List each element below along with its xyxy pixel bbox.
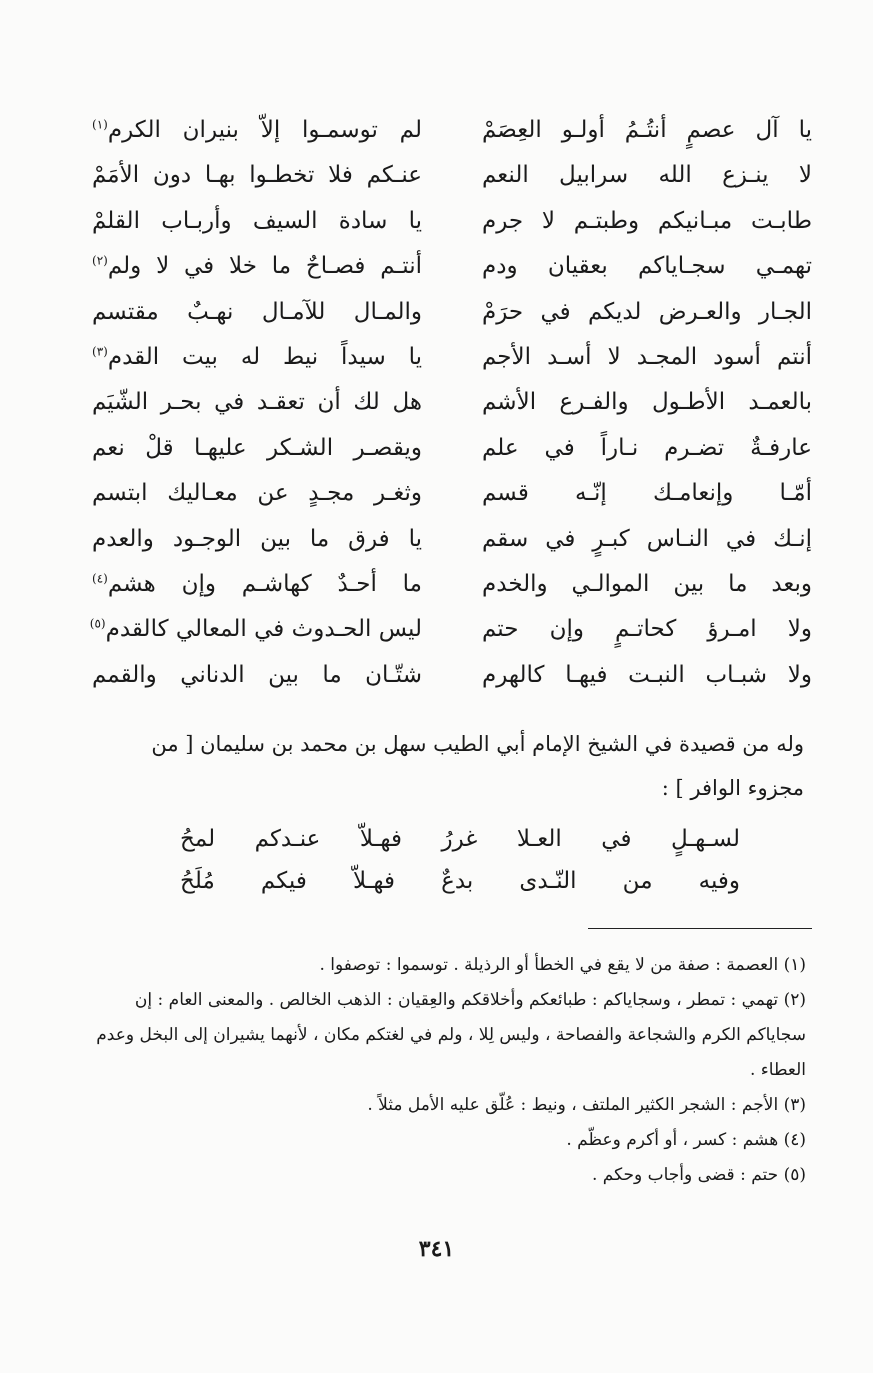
verse-first-half: طابـت مبـانيكم وطبتـم لا جرم (482, 207, 812, 234)
footnote (96, 948, 806, 983)
verse-second-half: وثغـر مجـدٍ عن معـاليك ابتسم (92, 480, 422, 507)
verse-second-half: أنتـم فصـاحٌ ما خلا في لا ولم$^{(٢)}$ (92, 253, 422, 280)
footnotes (96, 948, 806, 1193)
verse-first-half: يا آل عصمٍ أنتُـمُ أولـو العِصَمْ (482, 117, 812, 143)
footnote (96, 983, 806, 1088)
verse-first-half: إنـك في النـاس كبـرٍ في سقم (482, 525, 812, 552)
footnote-marker: (٤) (92, 571, 108, 586)
footnote-number: (١) (783, 955, 806, 975)
footnote-marker: (٢) (92, 253, 108, 268)
short-verse: وفيه من النّـدى بدعٌ فهـلاّ فيكم مُلَحُ (180, 868, 740, 894)
verse-first-half: بالعمـد الأطـول والفـرع الأشم (482, 389, 812, 416)
verse-first-half: عارفـةٌ تضـرم نـاراً في علم (482, 434, 812, 461)
verse-second-half: عنـكم فلا تخطـوا بهـا دون الأمَمْ (92, 162, 422, 189)
short-poem (180, 818, 740, 902)
verse-second-half: ويقصـر الشـكر عليهـا قلْ نعم (92, 434, 422, 461)
verse-second-half: ما أحـدٌ كهاشـم وإن هشم$^{(٤)}$ (92, 570, 422, 597)
verse-second-half: ليس الحـدوث في المعالي كالقدم$^{(٥)}$ (89, 616, 422, 643)
footnote (96, 1123, 806, 1158)
verse-first-half: ولا شبـاب النبـت فيهـا كالهرم (482, 661, 812, 688)
verse-first-half: أمّـا وإنعامـك إنّـه قسم (482, 480, 812, 507)
short-verse: لسـهـلٍ في العـلا غررُ فهـلاّ عنـدكم لمحُ (180, 826, 740, 852)
footnote-number: (٣) (783, 1095, 806, 1115)
verse-first-half: لا ينـزع الله سرابيل النعم (482, 162, 812, 189)
footnote-text: تهمي : تمطر ، وسجاياكم : طبائعكم وأخلاقكم والعِقيان : الذهب الخالص . والمعنى العام : إن سجاياكم الكرم والشجاعة والفصاحة ، وليس لِلا ، ولم في لغتكم مكان ، لأنهما يشيران إلى البخل وعدم العطاء . (96, 990, 806, 1080)
poem-right-column (482, 108, 812, 698)
footnote (96, 1158, 806, 1193)
footnote-text: العصمة : صفة من لا يقع في الخطأ أو الرذيلة . توسموا : توصفوا . (319, 955, 779, 975)
footnote-marker: (٣) (92, 344, 108, 359)
poem-block (89, 108, 812, 698)
verse-second-half: شتّـان ما بين الدناني والقمم (92, 661, 422, 688)
verse-first-half: الجـار والعـرض لديكم في حرَمْ (482, 298, 812, 325)
verse-first-half: ولا امـرؤ كحاتـمٍ وإن حتم (482, 616, 812, 643)
footnote-number: (٢) (783, 990, 806, 1010)
verse-first-half: وبعد ما بين الموالـي والخدم (482, 570, 812, 597)
poem-left-column (89, 108, 422, 698)
footnote (96, 1088, 806, 1123)
verse-second-half: يا سيداً نيط له بيت القدم$^{(٣)}$ (92, 343, 422, 370)
verse-second-half: هل لك أن تعقـد في بحـر الشّيَم (92, 389, 422, 416)
verse-second-half: يا سادة السيف وأربـاب القلمْ (92, 207, 422, 234)
footnote-number: (٤) (783, 1130, 806, 1150)
verse-second-half: والمـال للآمـال نهـبٌ مقتسم (92, 298, 422, 325)
intro-paragraph: وله من قصيدة في الشيخ الإمام أبي الطيب سهل بن محمد بن سليمان [ من مجزوء الوافر ] : (151, 732, 804, 800)
footnote-text: حتم : قضى وأجاب وحكم . (591, 1165, 779, 1185)
footnote-number: (٥) (783, 1165, 806, 1185)
verse-second-half: يا فرق ما بين الوجـود والعدم (92, 525, 422, 552)
verse-first-half: تهمـي سجـاياكم بعقيان ودم (482, 253, 812, 280)
footnote-divider (588, 928, 812, 929)
footnote-text: هشم : كسر ، أو أكرم وعظّم . (566, 1130, 779, 1150)
footnote-marker: (١) (92, 117, 108, 132)
verse-first-half: أنتم أسود المجـد لا أسـد الأجم (482, 343, 812, 370)
verse-second-half: لم توسمـوا إلاّ بنيران الكرم$^{(١)}$ (92, 117, 422, 143)
page-number: ٣٤١ (418, 1236, 455, 1262)
footnote-text: الأجم : الشجر الكثير الملتف ، ونيط : عُلّق عليه الأمل مثلاً . (367, 1095, 779, 1115)
footnote-marker: (٥) (89, 616, 106, 631)
